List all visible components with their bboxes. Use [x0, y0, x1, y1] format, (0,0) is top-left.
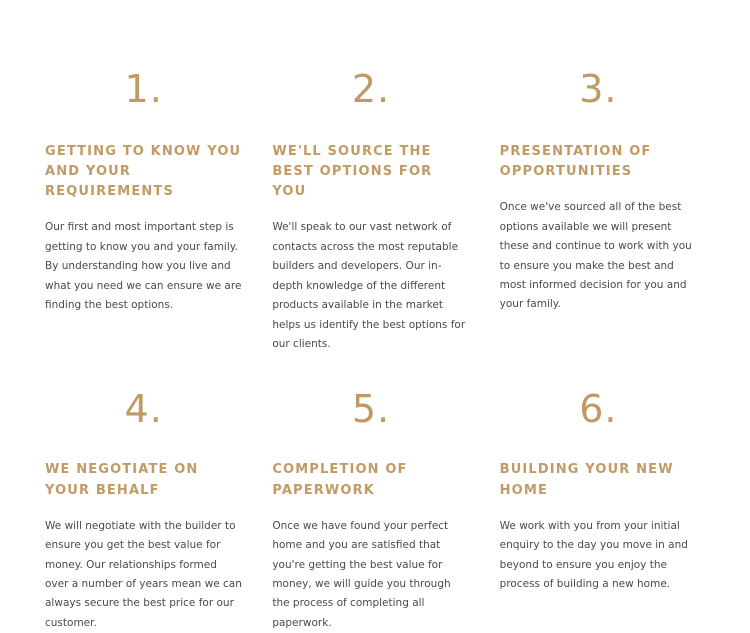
step-number: 1.: [124, 67, 163, 111]
step-body: We work with you from your initial enquiry to the day you move in and beyond to ensure you enjoy the process of building a new home.: [499, 519, 688, 590]
step-number: 4.: [124, 387, 163, 432]
step-item: [499, 67, 705, 354]
step-number: 6.: [579, 387, 618, 432]
step-body: We'll speak to our vast network of contacts across the most reputable builders and developers. Our in-depth knowledge of the different products available in the market helps us identify the best options for our clients.: [272, 221, 466, 350]
step-title: COMPLETION OF PAPERWORK: [272, 462, 408, 498]
step-title: BUILDING YOUR NEW HOME: [499, 462, 674, 498]
row-spacer: [45, 354, 250, 390]
step-body: We will negotiate with the builder to ensure you get the best value for money. Our relationships formed over a number of years mean we can always secure the best price for our customer.: [45, 519, 242, 629]
step-number: 2.: [351, 67, 391, 111]
step-title: PRESENTATION OF OPPORTUNITIES: [499, 144, 652, 180]
step-body: Once we've sourced all of the best options available we will present these and continue to work with you to ensure you make the best and most informed decision for you and your family.: [499, 201, 692, 311]
row-spacer: [500, 354, 705, 390]
step-item: [45, 67, 250, 354]
step-item: [499, 387, 705, 633]
step-item: [45, 387, 250, 633]
row-spacer: [272, 354, 477, 390]
step-body: Once we have found your perfect home and you are satisfied that you're getting the best value for money, we will guide you through the process of completing all paperwork.: [272, 519, 451, 629]
step-title: WE'LL SOURCE THE BEST OPTIONS FOR YOU: [272, 144, 433, 200]
step-item: [272, 67, 477, 354]
step-title: WE NEGOTIATE ON YOUR BEHALF: [45, 462, 199, 498]
step-number: 3.: [579, 67, 618, 111]
steps-grid: [45, 67, 705, 633]
step-number: 5.: [351, 387, 391, 432]
step-body: Our first and most important step is getting to know you and your family. By understanding how you live and what you need we can ensure we are finding the best options.: [45, 221, 242, 312]
step-title: GETTING TO KNOW YOU AND YOUR REQUIREMENTS: [45, 144, 242, 200]
step-item: [272, 387, 477, 633]
